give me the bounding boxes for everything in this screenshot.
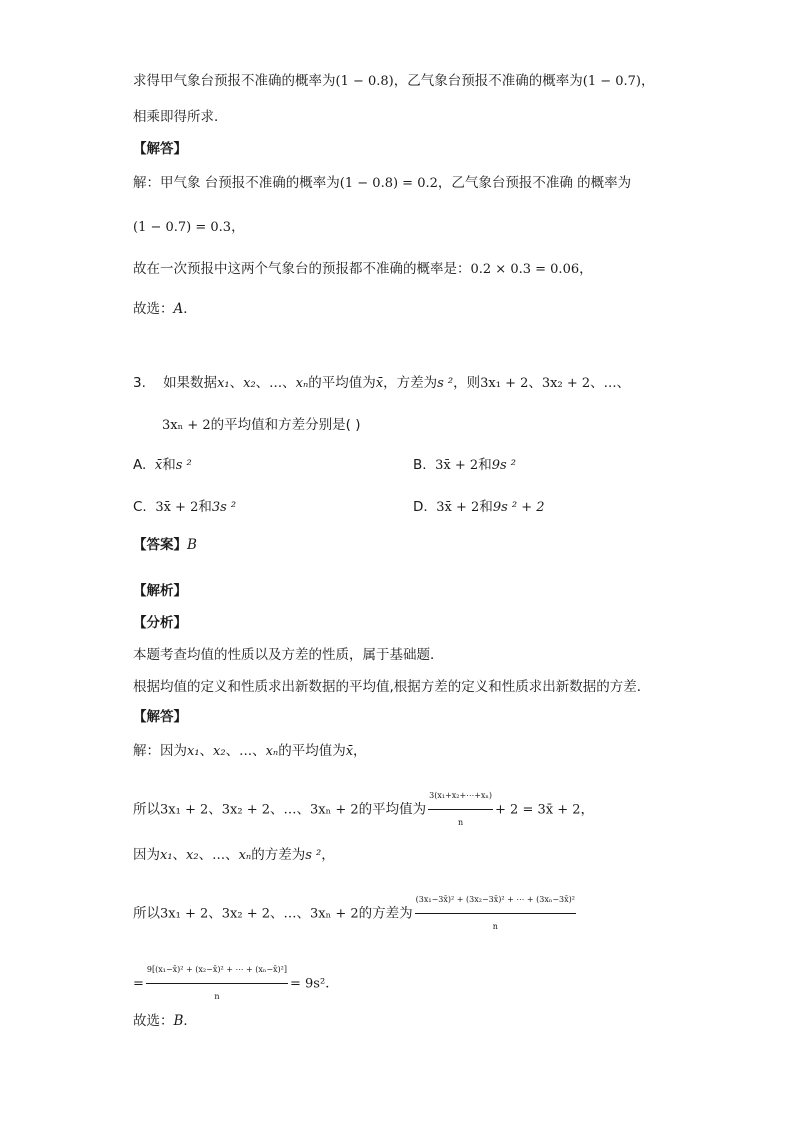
math: s ² <box>437 376 454 391</box>
text: 、 <box>225 847 239 863</box>
text: ， <box>580 801 594 818</box>
text: 、 <box>282 375 296 391</box>
math: … <box>603 376 617 391</box>
text: 和 <box>478 457 492 473</box>
option-label: D. <box>413 499 428 515</box>
text: 、 <box>590 375 604 391</box>
text: ，乙气象台预报不准确 的概率为 <box>437 175 632 191</box>
math: x₁ <box>160 848 173 863</box>
math: 3xₙ + 2 <box>310 906 359 922</box>
math: 3x₁ + 2 <box>160 802 209 818</box>
text: ，则 <box>453 375 481 391</box>
text: 、 <box>528 375 542 391</box>
math: 3x₂ + 2 <box>221 802 270 818</box>
math: 3x₁ + 2 <box>480 376 529 391</box>
text: ， <box>231 219 245 235</box>
math: 9s ² <box>491 458 516 473</box>
variance-fraction <box>415 888 576 939</box>
answer-letter: B <box>173 1013 184 1029</box>
text: ，方差为 <box>383 375 438 391</box>
text: 所以 <box>133 905 160 922</box>
text: 和 <box>479 499 493 515</box>
reasoning-line-2: 相乘即得所求． <box>133 109 228 125</box>
fraction-numerator: 9[(x₁−x̄)² + (x₂−x̄)² + ⋯ + (xₙ−x̄)²] <box>146 958 288 984</box>
math: s ² <box>305 848 322 863</box>
text: 和 <box>162 457 176 473</box>
mean-fraction <box>428 784 493 835</box>
math: xₙ <box>238 848 252 863</box>
math: x̄ <box>345 744 354 759</box>
fraction-denominator: n <box>214 992 220 1001</box>
math: 3x₂ + 2 <box>221 906 270 922</box>
text: 、 <box>229 375 244 391</box>
text: 的平均值为 <box>308 375 376 391</box>
text: ． <box>183 301 197 317</box>
analysis-sol-5 <box>133 958 339 1009</box>
math: 3x̄ + 2 <box>155 500 199 515</box>
fraction-numerator: 3(x₁+x₂+⋯+xₙ) <box>428 784 493 810</box>
math: (1 − 0.8) <box>335 74 394 89</box>
text: 的平均值为 <box>278 743 346 759</box>
text: ， <box>353 743 367 759</box>
text: 解：因为 <box>133 743 187 759</box>
question-number: 3. <box>133 375 146 391</box>
answer-label: 【答案】 <box>133 537 187 553</box>
fraction-denominator: n <box>458 818 464 827</box>
math: 3xₙ + 2 <box>162 418 211 433</box>
text: 故选： <box>133 1013 174 1029</box>
math: 3s ² <box>211 500 237 515</box>
math: x̄ <box>375 376 384 391</box>
text: 的平均值为 <box>358 801 427 818</box>
question-3-line-1 <box>133 374 630 393</box>
solution-line-1 <box>133 174 631 193</box>
math: 3xₙ + 2 <box>310 802 359 818</box>
math: (1 − 0.8) = 0.2 <box>339 176 438 191</box>
fraction-numerator: (3x₁−3x̄)² + (3x₂−3x̄)² + ⋯ + (3xₙ−3x̄)² <box>415 888 576 914</box>
math: 0.2 × 0.3 = 0.06 <box>470 262 580 277</box>
text: 因为 <box>133 847 160 863</box>
text: ． <box>325 975 339 992</box>
question-3-line-2 <box>162 416 360 435</box>
math: + 2 = 3x̄ + 2 <box>495 802 581 818</box>
choose-line-bottom <box>133 1012 197 1030</box>
text: 、 <box>225 743 240 759</box>
math: 3x̄ + 2 <box>435 458 479 473</box>
math: 3x₂ + 2 <box>541 376 591 391</box>
text: ， <box>641 73 655 89</box>
text: 故选： <box>133 301 174 317</box>
text: 、 <box>296 801 310 818</box>
variance-fraction-simplified <box>146 958 288 1009</box>
option-label: C. <box>133 499 147 515</box>
text: ，乙气象台预报不准确的概率为 <box>393 73 583 89</box>
math: s ² <box>175 458 192 473</box>
math: xₙ <box>265 744 279 759</box>
text: 求得甲气象台预报不准确的概率为 <box>133 73 336 89</box>
text: 故在一次预报中这两个气象台的预报都不准确的概率是： <box>133 261 471 277</box>
text: 、 <box>255 375 270 391</box>
text: 、 <box>270 905 284 922</box>
analysis-sol-3 <box>133 846 335 865</box>
fraction-denominator: n <box>492 922 498 931</box>
text: 、 <box>252 743 266 759</box>
text: 的方差为 <box>251 847 306 863</box>
math: x₂ <box>243 376 256 391</box>
text: ， <box>321 847 335 863</box>
text: 、 <box>198 847 213 863</box>
reasoning-line-1 <box>133 72 655 91</box>
text: 的平均值和方差分别是( ) <box>210 417 361 433</box>
math: x₂ <box>213 744 226 759</box>
math: 3x₁ + 2 <box>160 906 209 922</box>
math: x₁ <box>187 744 200 759</box>
math: 9s ² + 2 <box>492 500 545 515</box>
section-label-jieda: 【解答】 <box>133 141 187 157</box>
analysis-sol-1 <box>133 742 367 761</box>
option-d[interactable] <box>413 498 545 517</box>
solution-line-2 <box>133 218 245 237</box>
math: … <box>269 376 283 391</box>
text: 所以 <box>133 801 160 818</box>
analysis-sol-2 <box>133 784 594 835</box>
text: 、 <box>270 801 284 818</box>
text: 、 <box>616 375 631 391</box>
text: 、 <box>208 801 222 818</box>
text: 、 <box>199 743 214 759</box>
option-b[interactable] <box>413 456 516 475</box>
text: 、 <box>296 905 310 922</box>
math: x̄ <box>154 458 163 473</box>
answer-letter: A <box>173 301 184 317</box>
math: = 9s² <box>290 976 326 992</box>
section-label-jieda-2: 【解答】 <box>133 709 187 725</box>
option-a[interactable] <box>133 456 192 475</box>
math: (1 − 0.7) = 0.3 <box>133 220 232 235</box>
text: 如果数据 <box>163 375 218 391</box>
option-label: A. <box>133 457 147 473</box>
text: 、 <box>208 905 222 922</box>
math: 3x̄ + 2 <box>436 500 480 515</box>
text: ， <box>579 261 593 277</box>
math: … <box>283 802 297 818</box>
analysis-line-1: 本题考查均值的性质以及方差的性质，属于基础题． <box>133 647 444 663</box>
section-label-fenxi: 【分析】 <box>133 615 187 631</box>
text: 、 <box>172 847 187 863</box>
choose-line-top <box>133 300 197 318</box>
text: ． <box>183 1013 197 1029</box>
text: 的方差为 <box>358 905 413 922</box>
analysis-sol-4 <box>133 888 578 939</box>
math: x₂ <box>186 848 199 863</box>
math: … <box>283 906 297 922</box>
solution-line-3 <box>133 260 593 279</box>
option-label: B. <box>413 457 427 473</box>
option-c[interactable] <box>133 498 236 517</box>
math: x₁ <box>217 376 230 391</box>
math: (1 − 0.7) <box>582 74 641 89</box>
text: 解：甲气象 台预报不准确的概率为 <box>133 175 340 191</box>
answer-line <box>133 536 197 554</box>
analysis-line-2: 根据均值的定义和性质求出新数据的平均值,根据方差的定义和性质求出新数据的方差． <box>133 679 651 695</box>
math: … <box>239 744 253 759</box>
math: xₙ <box>295 376 309 391</box>
answer-letter: B <box>187 537 197 553</box>
math: … <box>212 848 226 863</box>
text: 和 <box>198 499 212 515</box>
math: = <box>133 976 144 992</box>
section-label-jiexi: 【解析】 <box>133 583 187 599</box>
